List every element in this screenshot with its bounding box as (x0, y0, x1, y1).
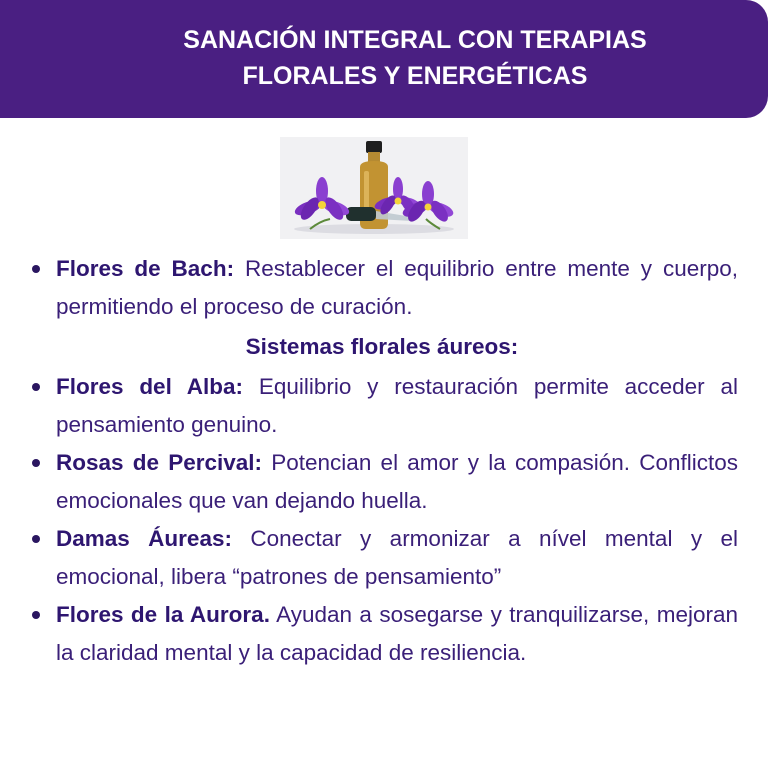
item-text: Equilibrio y restauración permite acceder al pensamiento genuino. (56, 374, 738, 437)
list-item-damas-aureas (26, 520, 738, 596)
essential-oil-flowers-illustration (280, 137, 468, 239)
item-text: Ayudan a sosegarse y tranquilizarse, mejoran la claridad mental y la capacidad de resiliencia. (56, 602, 738, 665)
florales-aureos-list (26, 368, 738, 672)
list-item-flores-de-bach (26, 250, 738, 326)
item-term: Flores del Alba: (56, 374, 244, 399)
page-title (100, 22, 730, 94)
item-term: Flores de la Aurora. (56, 602, 270, 627)
essential-oil-flowers-image (280, 137, 468, 239)
title-line-1: SANACIÓN INTEGRAL CON TERAPIAS (183, 26, 647, 54)
top-list (26, 250, 738, 326)
header-banner (0, 0, 768, 118)
title-line-2: FLORALES Y ENERGÉTICAS (242, 62, 588, 90)
item-term: Damas Áureas: (56, 526, 232, 551)
list-item-flores-de-la-aurora (26, 596, 738, 672)
item-text: Conectar y armonizar a nível mental y el emocional, libera “patrones de pensamiento” (56, 526, 738, 589)
item-term: Rosas de Percival: (56, 450, 263, 475)
content-area (26, 250, 738, 672)
list-item-rosas-de-percival (26, 444, 738, 520)
list-item-flores-del-alba (26, 368, 738, 444)
section-subheading: Sistemas florales áureos: (245, 334, 519, 359)
item-text: Restablecer el equilibrio entre mente y cuerpo, permitiendo el proceso de curación. (56, 256, 738, 319)
item-text: Potencian el amor y la compasión. Conflictos emocionales que van dejando huella. (56, 450, 739, 513)
item-term: Flores de Bach: (56, 256, 235, 281)
